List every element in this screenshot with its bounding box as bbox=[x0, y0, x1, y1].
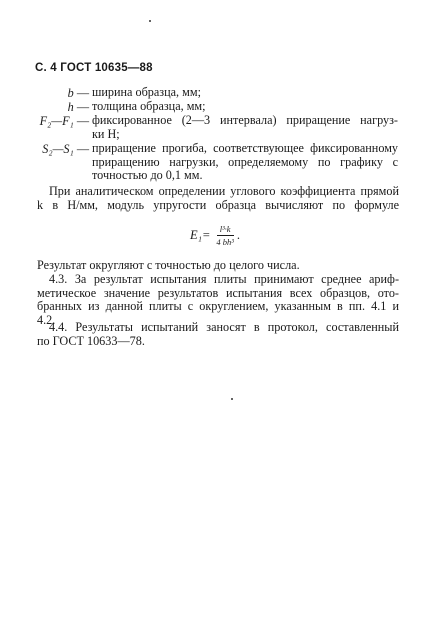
paragraph-line: метическое значение результатов испытания всех образцов, ото- bbox=[37, 285, 399, 300]
paragraph-rounding bbox=[37, 259, 399, 273]
formula-fraction bbox=[213, 224, 236, 247]
definition-text: ки Н; bbox=[92, 126, 120, 141]
clause-4-3 bbox=[37, 273, 399, 327]
paragraph-line: по ГОСТ 10633—78. bbox=[37, 333, 145, 348]
paragraph-line: 4.3. За результат испытания плиты принимают среднее ариф- bbox=[49, 272, 399, 286]
definition-text: фиксированное (2—3 интервала) приращение нагруз- bbox=[92, 113, 398, 127]
page-header: С. 4 ГОСТ 10635—88 bbox=[35, 62, 153, 74]
definition-text: ширина образца, мм; bbox=[92, 85, 201, 99]
definition-text: точностью до 0,1 мм. bbox=[92, 168, 203, 182]
scan-speck bbox=[231, 398, 233, 400]
document-page: С. 4 ГОСТ 10635—88 b — ширина образца, мм; h — толщина образца, мм; F₂—F₁ — фиксированное (2—3 интервала) приращение нагруз- ки Н; S₂—S₁ — приращение прогиба, соответствующее фиксированному приращению нагрузки, определяемому по графику с точностью до 0,1 мм. При аналитическом определении углового коэффициента прямой k в Н/мм, модуль упругости образца вычисляют по формуле E₁= $\frac{\text{l³·k}}{\text{4 bh³}}$ . Результат округляют с точностью до целого числа. 4.3. За результат испытания плиты принимают среднее ариф- метическое значение результатов испытания всех образцов, ото- бранных из данной плиты с округлением, указанным в пп. 4.1 и 4.2. 4.4. Результаты испытаний заносят в протокол, составленный по ГОСТ 10633—78. bbox=[0, 0, 427, 632]
definition-symbol: S₂—S₁ bbox=[42, 142, 74, 156]
definition-text: приращение прогиба, соответствующее фиксированному bbox=[92, 141, 398, 155]
formula-modulus bbox=[190, 224, 240, 247]
paragraph-line: 4.2. bbox=[37, 312, 56, 327]
paragraph-line: При аналитическом определении углового коэффициента прямой bbox=[49, 184, 399, 198]
paragraph-analytic bbox=[37, 185, 399, 212]
formula-lhs: E₁= bbox=[190, 228, 211, 242]
paragraph-line: 4.4. Результаты испытаний заносят в протокол, составленный bbox=[49, 320, 399, 334]
paragraph-line: бранных из данной плиты с округлением, указанным в пп. 4.1 и bbox=[37, 299, 399, 313]
definition-symbol: b bbox=[67, 86, 74, 100]
definition-text: приращению нагрузки, определяемому по графику с bbox=[92, 154, 398, 169]
paragraph-line: Результат округляют с точностью до целого числа. bbox=[37, 258, 300, 272]
clause-4-4 bbox=[37, 321, 399, 348]
definition-symbol: h bbox=[67, 100, 74, 114]
paragraph-line: k в Н/мм, модуль упругости образца вычисляют по формуле bbox=[37, 197, 399, 212]
definition-text: толщина образца, мм; bbox=[92, 99, 206, 113]
scan-speck bbox=[149, 20, 151, 22]
formula-denominator: 4 bh³ bbox=[216, 237, 234, 247]
formula-end: . bbox=[236, 228, 240, 242]
definition-symbol: F₂—F₁ bbox=[39, 114, 74, 128]
formula-numerator: l³·k bbox=[217, 224, 234, 236]
